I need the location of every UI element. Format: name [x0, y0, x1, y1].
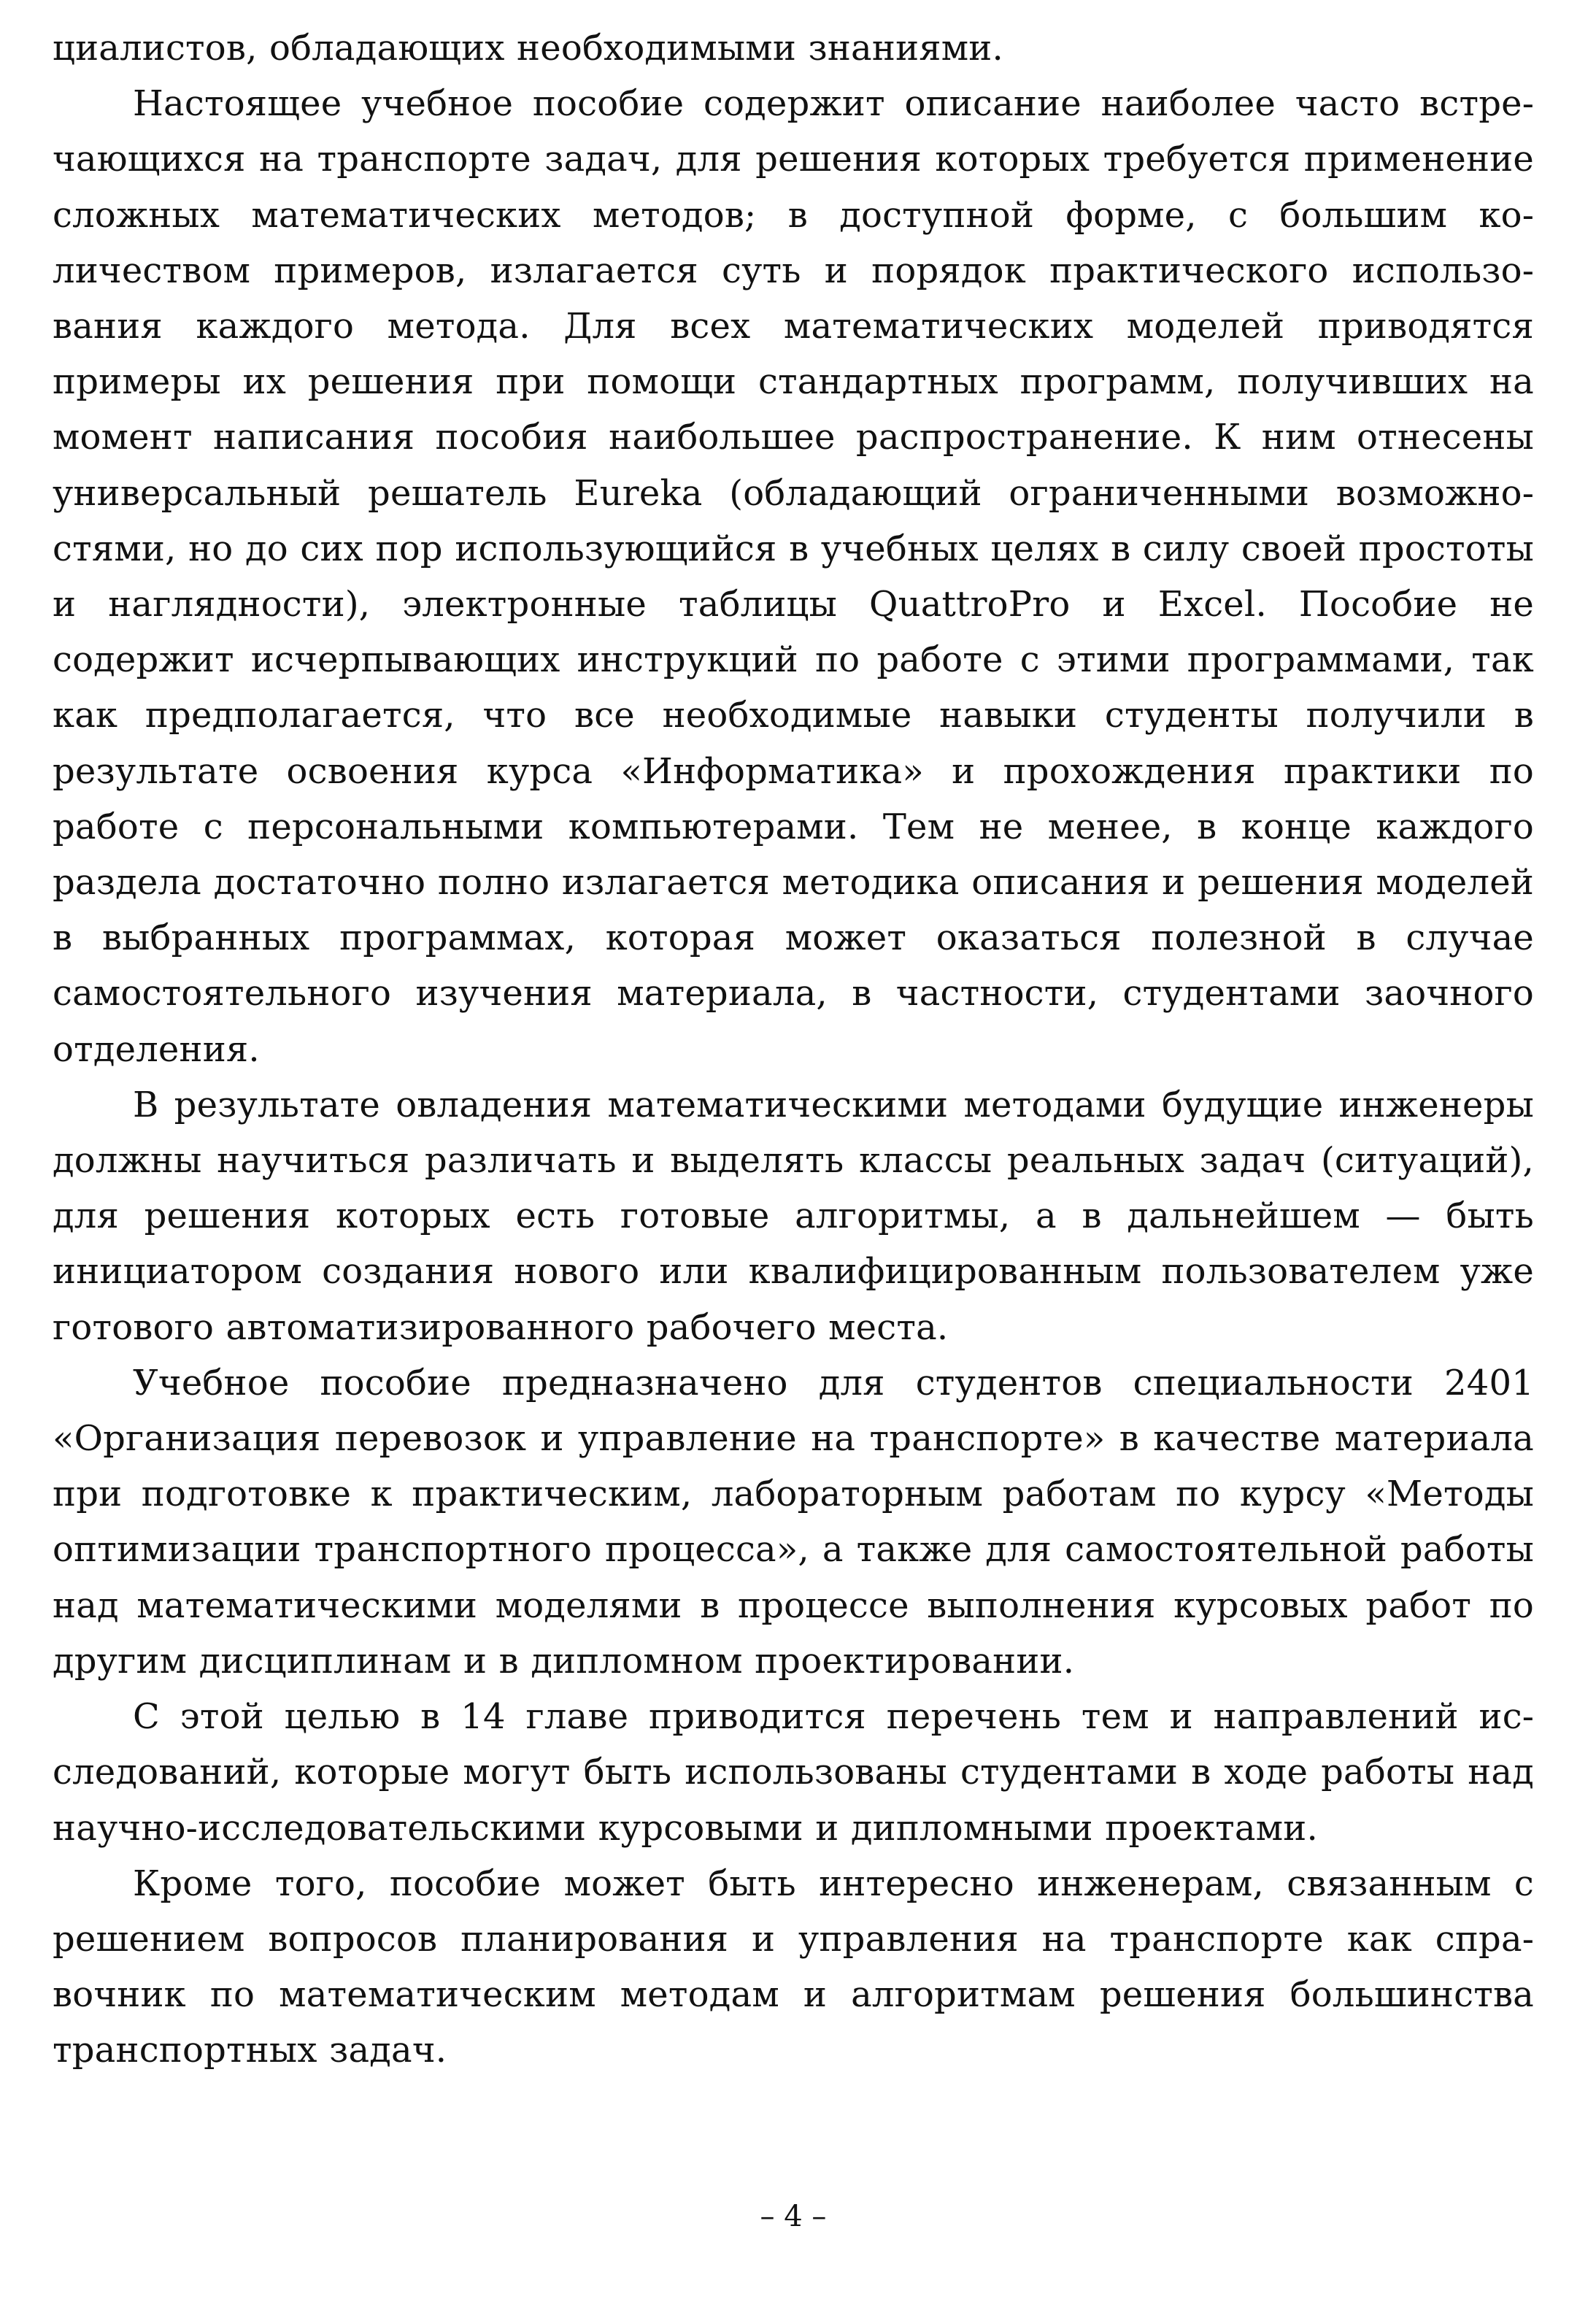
- page-number: – 4 –: [760, 2200, 827, 2233]
- paragraph-chapter-14: С этой целью в 14 главе приводится перечень тем и направлений исследований, которые могут быть использованы студентами в ходе работы над научно-исследовательскими курсовыми и дипломными проектами.: [53, 1696, 1534, 1849]
- paragraph-engineers: Кроме того, пособие может быть интересно инженерам, связанным с решением вопросов планирования и управления на транспорте как справочник по математическим методам и алгоритмам решения большинства транспортных задач.: [53, 1863, 1534, 2071]
- paragraph-outcomes: В результате овладения математическими методами будущие инженеры должны научиться различать и выделять классы реальных задач (ситуаций), для решения которых есть готовые алгоритмы, а в дальнейшем — быть инициатором создания нового или квалифицированным пользователем уже готового автоматизированного рабочего места.: [53, 1084, 1534, 1348]
- document-page: [53, 20, 1534, 2276]
- paragraph-purpose: Настоящее учебное пособие содержит описание наиболее часто встречающихся на транспорте задач, для решения которых требуется применение сложных математических методов; в доступной форме, с большим количеством примеров, излагается суть и порядок практического использования каждого метода. Для всех математических моделей приводятся примеры их решения при помощи стандартных программ, получивших на момент написания пособия наибольшее распространение. К ним отнесены универсальный решатель Eureka (обладающий ограниченными возможностями, но до сих пор использующийся в учебных целях в силу своей простоты и наглядности), электронные таблицы QuattroPro и Excel. Пособие не содержит исчерпывающих инструкций по работе с этими программами, так как предполагается, что все необходимые навыки студенты получили в результате освоения курса «Информатика» и прохождения практики по работе с персональными компьютерами. Тем не менее, в конце каждого раздела достаточно полно излагается методика описания и решения моделей в выбранных программах, которая может оказаться полезной в случае самостоятельного изучения материала, в частности, студентами заочного отделения.: [53, 83, 1534, 1070]
- paragraph-continuation: циалистов, обладающих необходимыми знаниями.: [53, 28, 1003, 69]
- body-text: [53, 20, 1534, 2079]
- paragraph-audience: Учебное пособие предназначено для студентов специальности 2401 «Организация перевозок и управление на транспорте» в качестве материала при подготовке к практическим, лабораторным работам по курсу «Методы оптимизации транспортного процесса», а также для самостоятельной работы над математическими моделями в процессе выполнения курсовых работ по другим дисциплинам и в дипломном проектировании.: [53, 1362, 1534, 1682]
